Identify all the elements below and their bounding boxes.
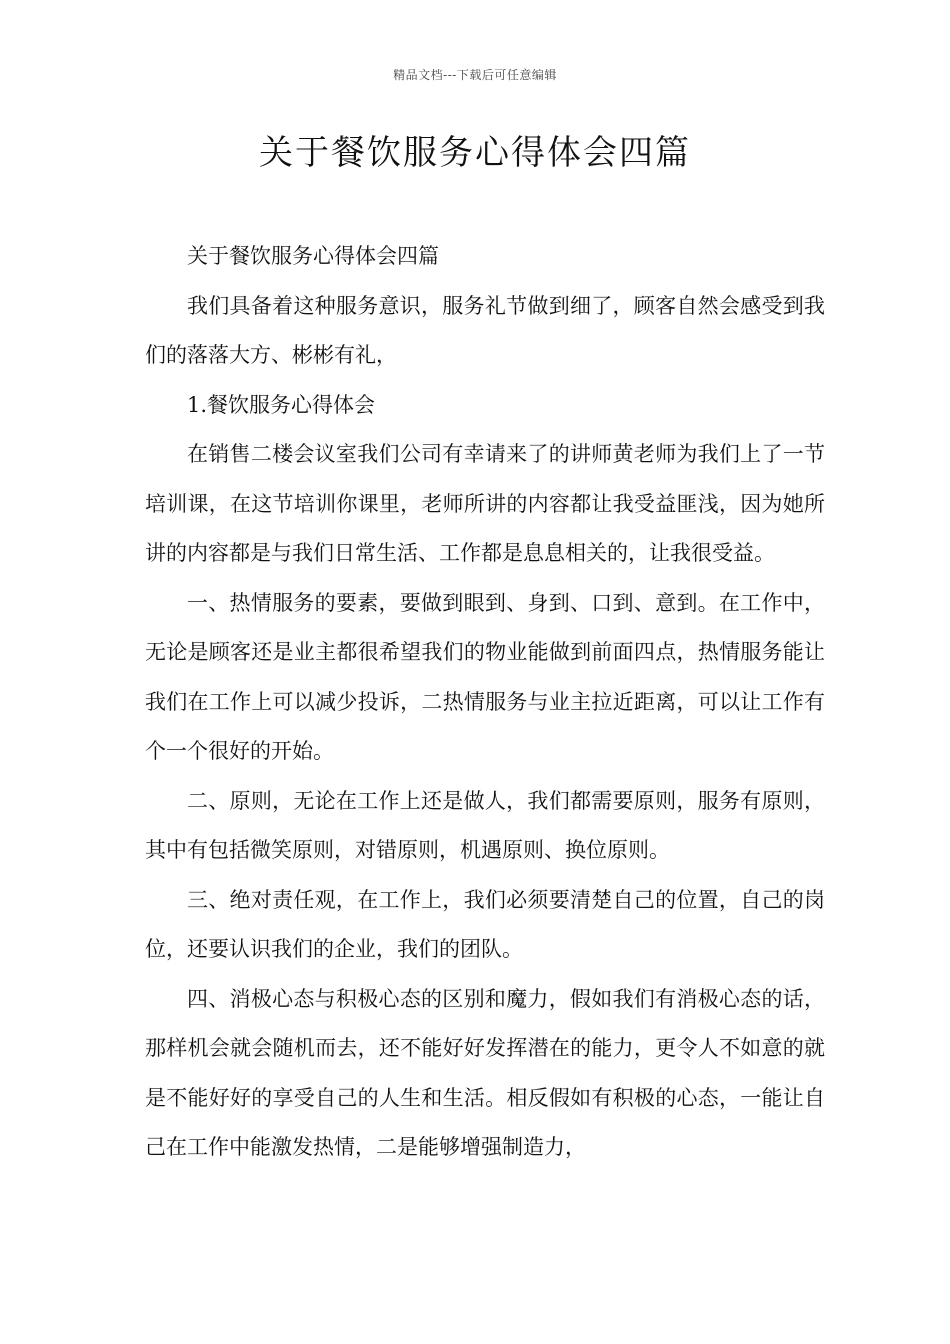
paragraph-training: 在销售二楼会议室我们公司有幸请来了的讲师黄老师为我们上了一节培训课，在这节培训你课里，老师所讲的内容都让我受益匪浅，因为她所讲的内容都是与我们日常生活、工作都是息息相关的，让我很受益。 xyxy=(145,442,825,565)
paragraph-subtitle: 关于餐饮服务心得体会四篇 xyxy=(187,244,439,268)
document-body xyxy=(145,232,825,1173)
paragraph-point-one: 一、热情服务的要素，要做到眼到、身到、口到、意到。在工作中，无论是顾客还是业主都很希望我们的物业能做到前面四点，热情服务能让我们在工作上可以减少投诉，二热情服务与业主拉近距离，可以让工作有个一个很好的开始。 xyxy=(145,590,825,763)
paragraph-intro: 我们具备着这种服务意识，服务礼节做到细了，顾客自然会感受到我们的落落大方、彬彬有礼， xyxy=(145,293,825,367)
header-note: 精品文档---下载后可任意编辑 xyxy=(393,68,557,82)
document-title: 关于餐饮服务心得体会四篇 xyxy=(259,133,691,173)
paragraph-point-two: 二、原则，无论在工作上还是做人，我们都需要原则，服务有原则，其中有包括微笑原则，对错原则，机遇原则、换位原则。 xyxy=(145,788,825,862)
section-heading-1: 1.餐饮服务心得体会 xyxy=(187,392,376,417)
paragraph-point-four: 四、消极心态与积极心态的区别和魔力，假如我们有消极心态的话，那样机会就会随机而去，还不能好好发挥潜在的能力，更令人不如意的就是不能好好的享受自己的人生和生活。相反假如有积极的心态，一能让自己在工作中能激发热情，二是能够增强制造力， xyxy=(145,986,825,1159)
paragraph-point-three: 三、绝对责任观，在工作上，我们必须要清楚自己的位置，自己的岗位，还要认识我们的企业，我们的团队。 xyxy=(145,887,825,961)
